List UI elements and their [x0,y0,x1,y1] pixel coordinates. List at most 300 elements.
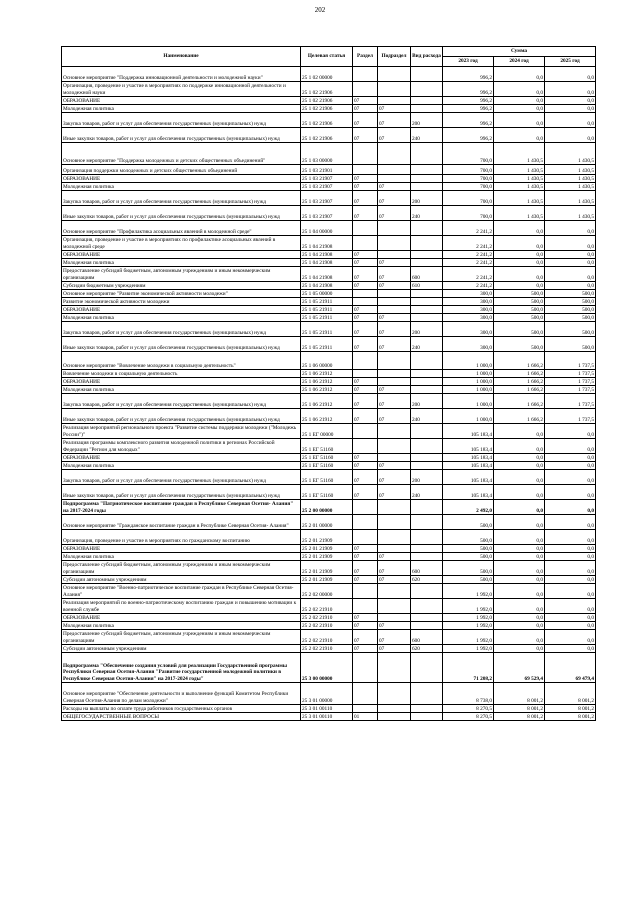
row-subsection: 07 [378,191,411,206]
row-subsection: 07 [378,630,411,645]
row-code: 25 1 03 21907 [301,183,353,191]
row-expense-type [411,622,443,630]
header-subsection: Подраздел [378,47,411,67]
row-amount-2023: 500,0 [443,576,494,584]
table-row [62,394,596,409]
row-amount-2023: 700,0 [443,143,494,165]
row-subsection: 07 [378,128,411,143]
table-row [62,206,596,221]
row-code: 25 1 03 21907 [301,175,353,183]
row-section: 07 [353,462,378,470]
row-expense-type [411,298,443,306]
row-amount-2023: 2 241,2 [443,267,494,282]
row-subsection [378,439,411,454]
row-expense-type [411,290,443,298]
row-amount-2023: 2 241,2 [443,282,494,290]
row-section: 07 [353,314,378,322]
row-amount-2024: 1 666,2 [494,370,545,378]
table-row [62,298,596,306]
row-amount-2025: 500,0 [545,298,596,306]
row-expense-type [411,545,443,553]
row-amount-2025: 0,0 [545,584,596,599]
row-subsection [378,614,411,622]
row-expense-type: 620 [411,645,443,653]
row-name: Реализация мероприятий по военно-патриотическому воспитанию граждан и повышению мотивации к военной службе [62,599,301,614]
row-amount-2025: 0,0 [545,67,596,82]
row-subsection [378,306,411,314]
row-amount-2023: 1 992,0 [443,630,494,645]
row-section: 07 [353,545,378,553]
row-amount-2024: 1 430,5 [494,206,545,221]
row-section: 07 [353,485,378,500]
row-name: Субсидии бюджетным учреждениям [62,282,301,290]
row-name: Молодежная политика [62,553,301,561]
row-amount-2024: 0,0 [494,530,545,545]
table-row [62,165,596,175]
row-expense-type: 620 [411,576,443,584]
row-subsection: 07 [378,576,411,584]
row-amount-2025: 0,0 [545,236,596,251]
table-row [62,653,596,683]
header-section: Раздел [353,47,378,67]
row-code: 25 1 04 21908 [301,236,353,251]
row-section: 07 [353,409,378,424]
row-amount-2024: 0,0 [494,630,545,645]
row-amount-2023: 500,0 [443,530,494,545]
row-expense-type: 200 [411,470,443,485]
row-amount-2024: 8 001,2 [494,705,545,713]
row-code: 25 1 04 00000 [301,221,353,236]
row-expense-type [411,175,443,183]
row-code: 25 1 04 21908 [301,259,353,267]
row-section: 07 [353,191,378,206]
row-name: Иные закупки товаров, работ и услуг для обеспечения государственных (муниципальных) нужд [62,409,301,424]
row-amount-2024: 500,0 [494,337,545,352]
table-row [62,705,596,713]
row-section: 07 [353,386,378,394]
row-name: Расходы на выплаты по оплате труда работников государственных органов [62,705,301,713]
row-amount-2025: 0,0 [545,500,596,515]
row-amount-2025: 69 479,4 [545,653,596,683]
header-code: Целевая статья [301,47,353,67]
row-amount-2024: 1 430,5 [494,175,545,183]
row-amount-2024: 0,0 [494,584,545,599]
row-name: Вовлечение молодежи в социальную деятельность [62,370,301,378]
row-amount-2023: 8 270,5 [443,713,494,721]
table-row [62,337,596,352]
row-amount-2024: 0,0 [494,97,545,105]
row-code: 25 1 02 00000 [301,67,353,82]
row-subsection [378,370,411,378]
row-subsection [378,82,411,97]
table-row [62,454,596,462]
row-amount-2024: 500,0 [494,290,545,298]
row-amount-2024: 0,0 [494,236,545,251]
row-subsection: 07 [378,462,411,470]
row-section: 07 [353,113,378,128]
row-amount-2023: 1 992,0 [443,622,494,630]
row-amount-2023: 996,2 [443,105,494,113]
row-expense-type [411,236,443,251]
row-amount-2024: 0,0 [494,599,545,614]
row-expense-type [411,259,443,267]
row-amount-2025: 1 430,5 [545,165,596,175]
row-expense-type [411,515,443,530]
table-row [62,113,596,128]
row-amount-2024: 1 666,2 [494,378,545,386]
row-amount-2025: 1 430,5 [545,206,596,221]
row-name: ОБРАЗОВАНИЕ [62,306,301,314]
row-name: Организация, проведение и участие в мероприятиях по поддержке инновационной деятельности и молодежной науки [62,82,301,97]
row-code: 25 2 01 21909 [301,545,353,553]
row-amount-2023: 2 241,2 [443,251,494,259]
row-amount-2025: 0,0 [545,545,596,553]
header-name: Наименование [62,47,301,67]
row-subsection: 07 [378,337,411,352]
row-section [353,298,378,306]
row-code: 25 1 ЕГ 51160 [301,462,353,470]
row-expense-type [411,653,443,683]
row-name: Иные закупки товаров, работ и услуг для обеспечения государственных (муниципальных) нужд [62,206,301,221]
row-subsection: 07 [378,206,411,221]
row-section: 07 [353,614,378,622]
row-amount-2024: 0,0 [494,82,545,97]
row-section [353,221,378,236]
row-amount-2024: 1 430,5 [494,183,545,191]
row-subsection: 07 [378,409,411,424]
row-expense-type [411,378,443,386]
row-section [353,370,378,378]
row-name: ОБРАЗОВАНИЕ [62,251,301,259]
row-name: Иные закупки товаров, работ и услуг для обеспечения государственных (муниципальных) нужд [62,128,301,143]
row-expense-type: 240 [411,206,443,221]
row-amount-2024: 500,0 [494,322,545,337]
row-section: 01 [353,713,378,721]
table-row [62,221,596,236]
row-code: 25 1 06 21912 [301,409,353,424]
row-name: Реализация мероприятий регионального проекта "Развитие системы поддержки молодежи ("Молодежь России")" [62,424,301,439]
table-row [62,470,596,485]
table-row [62,530,596,545]
row-amount-2024: 0,0 [494,485,545,500]
row-amount-2025: 1 430,5 [545,183,596,191]
row-code: 25 1 05 21911 [301,337,353,352]
table-row [62,576,596,584]
row-subsection: 07 [378,645,411,653]
row-name: Основное мероприятие "Поддержка молодежных и детских общественных объединений" [62,143,301,165]
row-amount-2025: 0,0 [545,462,596,470]
row-amount-2023: 1 000,0 [443,370,494,378]
row-subsection [378,290,411,298]
table-row [62,462,596,470]
row-amount-2025: 0,0 [545,515,596,530]
row-code: 25 1 03 21907 [301,191,353,206]
row-amount-2023: 300,0 [443,290,494,298]
row-amount-2025: 1 430,5 [545,191,596,206]
budget-table [61,46,596,721]
row-subsection: 07 [378,259,411,267]
row-amount-2023: 71 208,2 [443,653,494,683]
row-amount-2023: 1 992,0 [443,584,494,599]
row-amount-2025: 0,0 [545,251,596,259]
row-expense-type [411,165,443,175]
row-amount-2024: 0,0 [494,622,545,630]
row-code: 25 2 02 21910 [301,645,353,653]
table-row [62,515,596,530]
row-expense-type [411,221,443,236]
row-amount-2023: 8 270,5 [443,705,494,713]
row-subsection [378,97,411,105]
row-code: 25 2 02 21910 [301,622,353,630]
row-amount-2024: 0,0 [494,128,545,143]
row-amount-2023: 105 183,4 [443,462,494,470]
row-amount-2024: 1 430,5 [494,191,545,206]
table-row [62,561,596,576]
row-amount-2025: 0,0 [545,485,596,500]
row-amount-2023: 300,0 [443,298,494,306]
row-expense-type: 240 [411,337,443,352]
row-section [353,165,378,175]
row-subsection [378,515,411,530]
row-name: Реализация программы комплексного развития молодежной политики в регионах Российской Федерации "Регион для молодых" [62,439,301,454]
row-section: 07 [353,259,378,267]
row-expense-type [411,386,443,394]
table-row [62,128,596,143]
row-section: 07 [353,105,378,113]
table-row [62,370,596,378]
row-section [353,599,378,614]
row-expense-type [411,599,443,614]
row-amount-2024: 500,0 [494,314,545,322]
row-amount-2025: 0,0 [545,82,596,97]
row-section: 07 [353,454,378,462]
row-name: ОБРАЗОВАНИЕ [62,97,301,105]
row-amount-2024: 0,0 [494,454,545,462]
row-expense-type: 600 [411,630,443,645]
row-code: 25 2 02 21910 [301,630,353,645]
row-amount-2025: 0,0 [545,622,596,630]
row-expense-type [411,424,443,439]
row-section [353,705,378,713]
row-expense-type [411,439,443,454]
row-code: 25 3 01 00000 [301,683,353,705]
row-amount-2024: 0,0 [494,470,545,485]
row-amount-2023: 105 183,4 [443,454,494,462]
row-name: Молодежная политика [62,259,301,267]
row-expense-type [411,306,443,314]
table-row [62,183,596,191]
row-section: 07 [353,561,378,576]
row-code: 25 1 02 21906 [301,82,353,97]
row-code: 25 1 04 21908 [301,267,353,282]
row-expense-type: 610 [411,282,443,290]
row-name: Молодежная политика [62,622,301,630]
table-row [62,545,596,553]
row-code: 25 1 ЕГ 51160 [301,454,353,462]
row-code: 25 1 06 21912 [301,370,353,378]
row-amount-2023: 300,0 [443,314,494,322]
row-section: 07 [353,206,378,221]
row-amount-2025: 0,0 [545,105,596,113]
table-row [62,259,596,267]
row-section: 07 [353,576,378,584]
table-row [62,599,596,614]
row-subsection: 07 [378,394,411,409]
table-row [62,282,596,290]
row-code: 25 1 05 21911 [301,306,353,314]
row-subsection: 07 [378,282,411,290]
row-subsection: 07 [378,485,411,500]
table-row [62,97,596,105]
row-subsection [378,530,411,545]
row-code: 25 2 02 21910 [301,614,353,622]
row-section [353,683,378,705]
table-row [62,683,596,705]
row-code: 25 1 ЕГ 00000 [301,424,353,439]
row-code: 25 1 ЕГ 51160 [301,439,353,454]
row-amount-2024: 0,0 [494,576,545,584]
row-amount-2024: 0,0 [494,545,545,553]
row-amount-2023: 300,0 [443,322,494,337]
row-code: 25 2 01 21909 [301,561,353,576]
row-amount-2025: 1 737,5 [545,386,596,394]
row-code: 25 1 06 21912 [301,394,353,409]
row-section: 07 [353,282,378,290]
row-subsection: 07 [378,322,411,337]
row-code: 25 1 05 21911 [301,314,353,322]
row-amount-2023: 1 992,0 [443,614,494,622]
row-section: 07 [353,645,378,653]
row-expense-type [411,500,443,515]
row-name: Молодежная политика [62,183,301,191]
row-code: 25 2 01 21909 [301,530,353,545]
header-sum: Сумма [443,47,596,57]
row-name: Молодежная политика [62,314,301,322]
row-amount-2023: 700,0 [443,175,494,183]
table-row [62,82,596,97]
row-amount-2023: 300,0 [443,306,494,314]
row-name: ОБРАЗОВАНИЕ [62,454,301,462]
row-amount-2023: 500,0 [443,561,494,576]
row-expense-type: 200 [411,394,443,409]
row-amount-2024: 0,0 [494,645,545,653]
row-amount-2024: 1 666,2 [494,394,545,409]
table-row [62,614,596,622]
row-code: 25 3 01 00110 [301,705,353,713]
row-name: Подпрограмма "Обеспечение создания условий для реализации Государственной программы Республики Северная Осетия-Алания "Развитие государственной молодежной политики в Республике Северная Осетия-Алания" на 2017-2024 годы" [62,653,301,683]
row-section: 07 [353,630,378,645]
row-amount-2025: 500,0 [545,290,596,298]
row-code: 25 2 01 21909 [301,553,353,561]
row-section: 07 [353,175,378,183]
row-expense-type [411,97,443,105]
row-name: ОБРАЗОВАНИЕ [62,378,301,386]
row-amount-2025: 0,0 [545,97,596,105]
table-row [62,584,596,599]
table-row [62,105,596,113]
row-expense-type: 600 [411,561,443,576]
row-subsection [378,298,411,306]
header-year-2025: 2025 год [545,57,596,67]
row-subsection [378,424,411,439]
row-amount-2025: 0,0 [545,561,596,576]
row-subsection [378,143,411,165]
row-subsection [378,653,411,683]
row-amount-2023: 2 492,0 [443,500,494,515]
row-amount-2024: 0,0 [494,462,545,470]
row-name: Предоставление субсидий бюджетным, автономным учреждениям и иным некоммерческим организациям [62,561,301,576]
row-amount-2025: 8 001,2 [545,705,596,713]
row-expense-type: 600 [411,267,443,282]
row-code: 25 2 01 00000 [301,515,353,530]
row-section: 07 [353,183,378,191]
row-expense-type [411,713,443,721]
row-code: 25 2 02 00000 [301,584,353,599]
table-row [62,439,596,454]
row-name: Субсидии автономным учреждениям [62,645,301,653]
row-amount-2023: 700,0 [443,183,494,191]
row-amount-2023: 1 000,0 [443,352,494,370]
row-name: Закупка товаров, работ и услуг для обеспечения государственных (муниципальных) нужд [62,322,301,337]
row-code: 25 1 ЕГ 51160 [301,470,353,485]
row-name: Закупка товаров, работ и услуг для обеспечения государственных (муниципальных) нужд [62,191,301,206]
row-amount-2024: 1 666,2 [494,386,545,394]
row-subsection: 07 [378,553,411,561]
row-amount-2023: 2 241,2 [443,236,494,251]
row-amount-2025: 500,0 [545,306,596,314]
row-expense-type: 240 [411,128,443,143]
row-section [353,530,378,545]
row-amount-2024: 0,0 [494,515,545,530]
table-row [62,290,596,298]
row-amount-2025: 0,0 [545,439,596,454]
row-section [353,82,378,97]
row-amount-2023: 500,0 [443,553,494,561]
row-amount-2023: 996,2 [443,113,494,128]
row-amount-2023: 1 000,0 [443,378,494,386]
row-expense-type: 200 [411,113,443,128]
row-amount-2025: 0,0 [545,424,596,439]
table-row [62,352,596,370]
row-amount-2024: 0,0 [494,282,545,290]
row-amount-2024: 0,0 [494,561,545,576]
row-code: 25 1 06 21912 [301,386,353,394]
row-amount-2023: 1 000,0 [443,394,494,409]
row-expense-type [411,370,443,378]
row-amount-2023: 700,0 [443,165,494,175]
row-code: 25 2 00 00000 [301,500,353,515]
row-code: 25 1 06 21912 [301,378,353,386]
row-code: 25 2 02 21910 [301,599,353,614]
row-amount-2024: 500,0 [494,306,545,314]
row-code: 25 1 05 00000 [301,290,353,298]
row-expense-type [411,705,443,713]
row-name: Подпрограмма "Патриотическое воспитание граждан в Республике Северная Осетия- Алания" на 2017-2024 годы [62,500,301,515]
row-amount-2023: 700,0 [443,191,494,206]
row-expense-type [411,530,443,545]
header-year-2023: 2023 год [443,57,494,67]
row-name: Основное мероприятие "Обеспечение деятельности и выполнение функций Комитетом Республики Северная Осетия-Алания по делам молодежи" [62,683,301,705]
row-name: ОБРАЗОВАНИЕ [62,614,301,622]
page-number: 202 [314,6,326,14]
row-subsection [378,378,411,386]
row-expense-type [411,462,443,470]
row-section [353,424,378,439]
row-section: 07 [353,306,378,314]
row-name: Основное мероприятие "Поддержка инновационной деятельности и молодежной науки" [62,67,301,82]
row-section: 07 [353,322,378,337]
row-amount-2025: 1 737,5 [545,370,596,378]
